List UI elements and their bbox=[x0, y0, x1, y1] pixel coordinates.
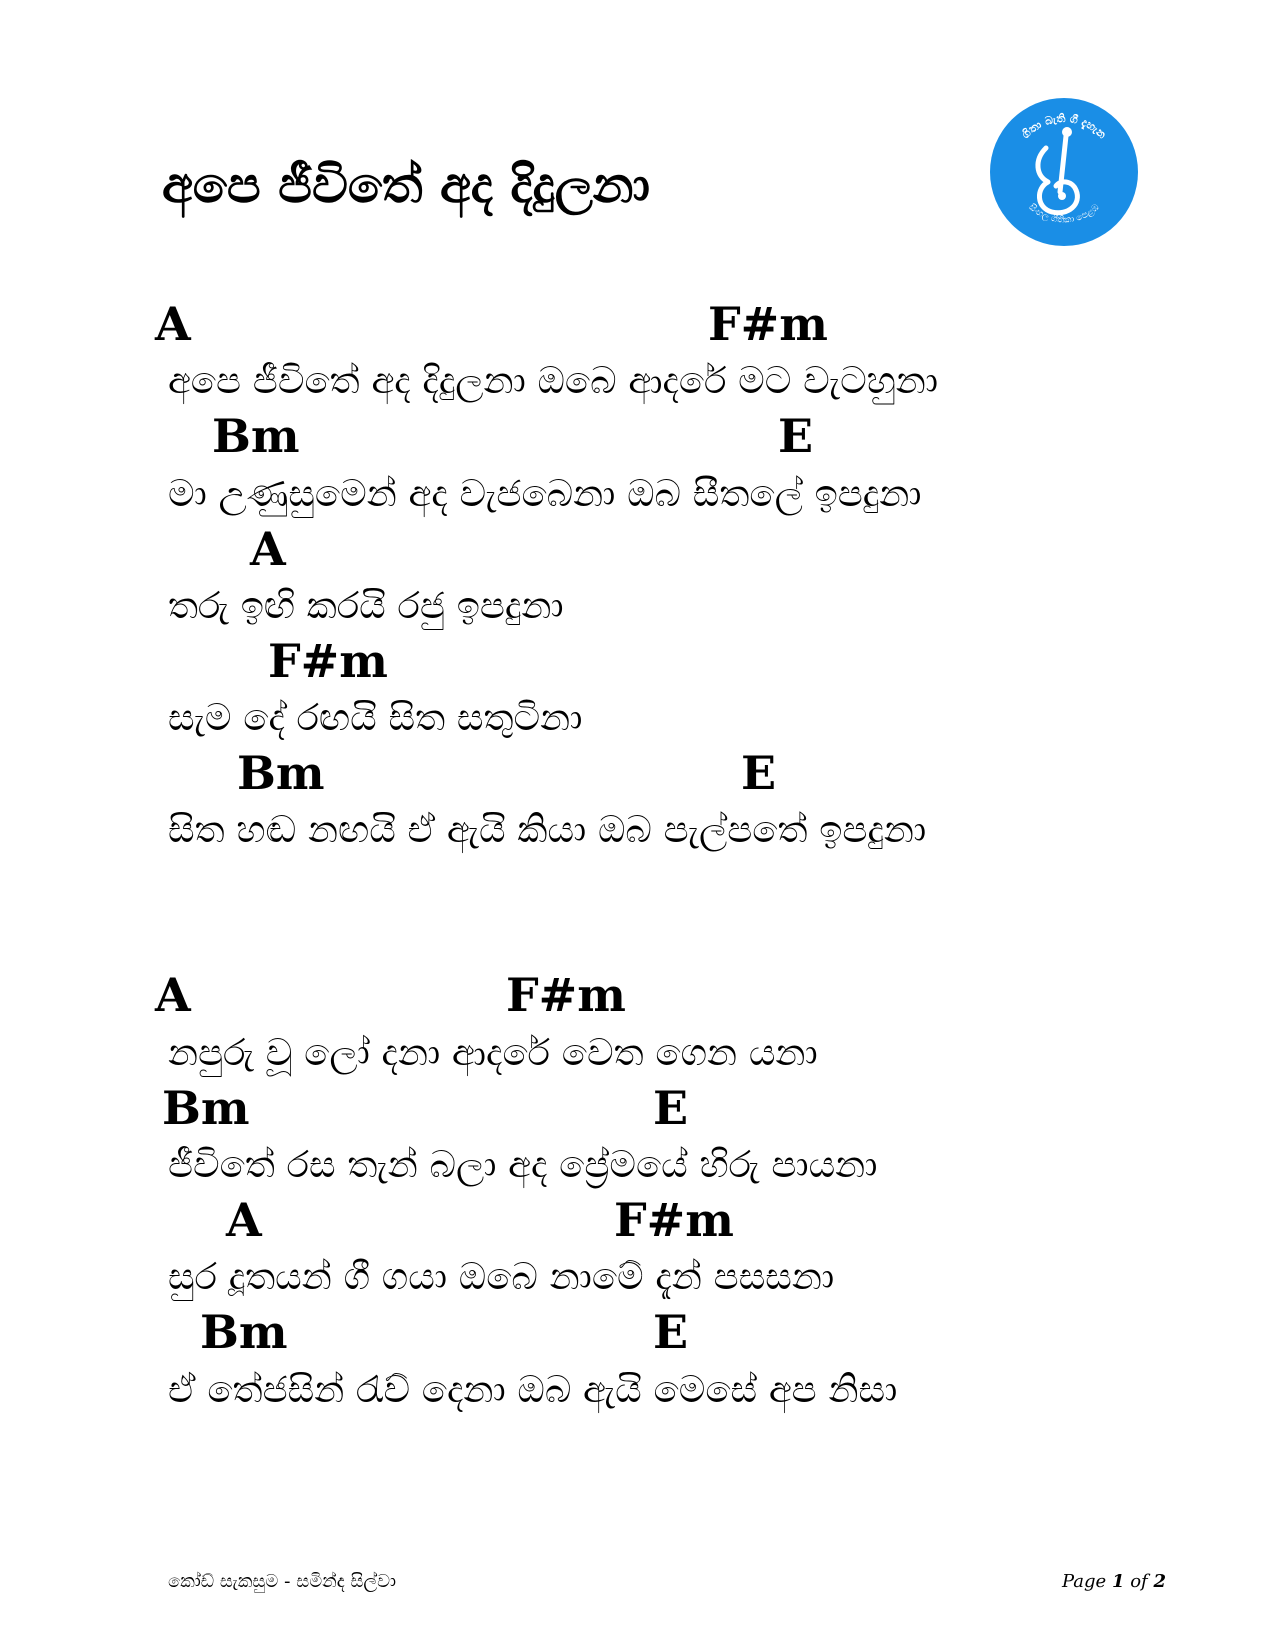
chord: E bbox=[653, 1305, 689, 1359]
chord: Bm bbox=[200, 1305, 288, 1359]
chord: Bm bbox=[212, 409, 300, 463]
page-label: Page bbox=[1062, 1571, 1107, 1592]
lyric-line: සිත හඬ නඟයි ඒ ඇයි කියා ඔබ පැල්පතේ ඉපදුනා bbox=[168, 808, 927, 851]
chord: F#m bbox=[708, 297, 828, 351]
chord: F#m bbox=[268, 634, 388, 688]
page-current: 1 bbox=[1111, 1571, 1125, 1592]
lyric-line: සුර දූතයන් ගී ගයා ඔබෙ නාමේ දැන් පසසනා bbox=[168, 1255, 835, 1298]
lyric-line: තරු ඉඟි කරයි රජු ඉපදුනා bbox=[168, 584, 564, 627]
lyric-line: මා උණුසුමෙන් අද වැජබෙනා ඔබ සීතලේ ඉපදුනා bbox=[168, 472, 922, 515]
guitar-logo-icon bbox=[988, 96, 1140, 248]
lyric-line: නපුරු වූ ලෝ දනා ආදරේ වෙත ගෙන යනා bbox=[168, 1031, 818, 1074]
page-indicator bbox=[1062, 1570, 1166, 1594]
chord: Bm bbox=[162, 1081, 250, 1135]
song-title: අපෙ ජීවිතේ අද දිදුලනා bbox=[162, 156, 650, 214]
chord: A bbox=[250, 522, 286, 576]
chord: Bm bbox=[237, 746, 325, 800]
chord: A bbox=[155, 297, 191, 351]
page-of: of bbox=[1130, 1571, 1148, 1592]
lyric-line: ජීවිතේ රස තැන් බලා අද ප්‍රේමයේ හිරු පායනා bbox=[168, 1143, 878, 1186]
chord: E bbox=[741, 746, 777, 800]
chord: F#m bbox=[614, 1193, 734, 1247]
chord: A bbox=[155, 968, 191, 1022]
chord: F#m bbox=[506, 968, 626, 1022]
logo-text-bottom: සිංහල ගීතිකා පෙළඹ bbox=[1026, 202, 1102, 226]
chord: E bbox=[778, 409, 814, 463]
lyric-line: අපෙ ජීවිතේ අද දිදුලනා ඔබෙ ආදරේ මට වැටහුනා bbox=[168, 359, 939, 402]
page-total: 2 bbox=[1153, 1571, 1166, 1592]
lyric-line: ඒ තේජසින් රැව් දෙනා ඔබ ඇයි මෙසේ අප නිසා bbox=[168, 1368, 898, 1411]
chord: A bbox=[226, 1193, 262, 1247]
lyric-line: සැම දේ රඟයි සිත සතුටිනා bbox=[168, 696, 583, 739]
logo-text-top: ගිතා බැති ගී දැහැන bbox=[1019, 111, 1109, 142]
footer-credit: කෝඩ් සැකසුම - සමින්ද සිල්වා bbox=[168, 1571, 397, 1592]
chord: E bbox=[653, 1081, 689, 1135]
